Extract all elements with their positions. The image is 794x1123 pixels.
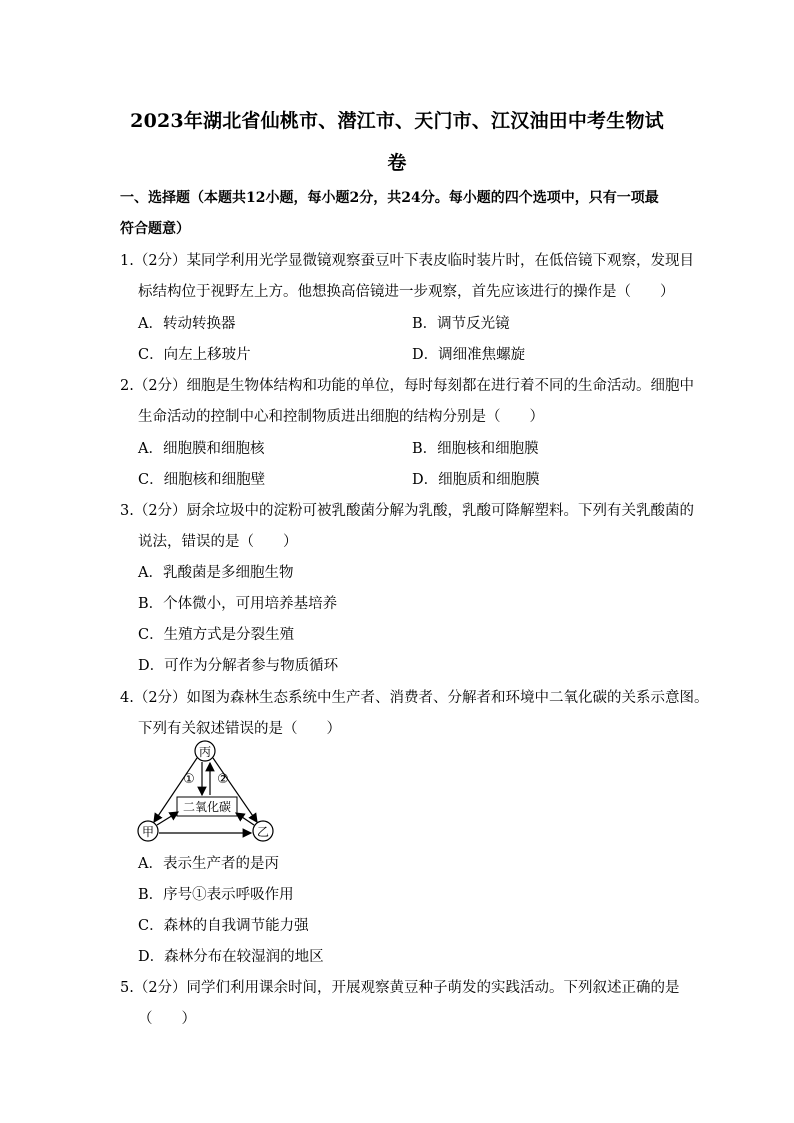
question-1-option-a: A．转动转换器 <box>138 316 236 332</box>
question-3-stem-line2: 说法，错误的是（ ） <box>138 534 298 550</box>
question-1-stem-line1: 1.（2分）某同学利用光学显微镜观察蚕豆叶下表皮临时装片时，在低倍镜下观察，发现目 <box>120 253 695 269</box>
question-2-option-a: A．细胞膜和细胞核 <box>138 441 265 457</box>
process-label-1: ① <box>183 772 195 787</box>
node-jia-label: 甲 <box>141 825 155 839</box>
exam-title-line2: 卷 <box>387 152 407 174</box>
question-3-option-b: B．个体微小，可用培养基培养 <box>138 596 338 612</box>
question-3-option-d: D．可作为分解者参与物质循环 <box>138 658 339 674</box>
node-bing-label: 丙 <box>198 745 212 759</box>
question-4-stem-line1: 4.（2分）如图为森林生态系统中生产者、消费者、分解者和环境中二氧化碳的关系示意图。 <box>120 690 709 706</box>
arrow-jia-to-co2 <box>157 812 178 825</box>
question-4-option-d: D．森林分布在较湿润的地区 <box>138 949 324 965</box>
question-1-stem-line2: 标结构位于视野左上方。他想换高倍镜进一步观察，首先应该进行的操作是（ ） <box>138 284 675 300</box>
node-yi-label: 乙 <box>256 825 270 839</box>
question-3-option-c: C．生殖方式是分裂生殖 <box>138 627 295 643</box>
question-4-option-b: B．序号①表示呼吸作用 <box>138 887 294 903</box>
question-4-stem-line2: 下列有关叙述错误的是（ ） <box>138 721 341 737</box>
question-2-stem-line2: 生命活动的控制中心和控制物质进出细胞的结构分别是（ ） <box>138 409 544 425</box>
question-2-stem-line1: 2.（2分）细胞是生物体结构和功能的单位，每时每刻都在进行着不同的生命活动。细胞中 <box>120 378 695 394</box>
question-3-stem-line1: 3.（2分）厨余垃圾中的淀粉可被乳酸菌分解为乳酸，乳酸可降解塑料。下列有关乳酸菌的 <box>120 503 695 519</box>
process-label-2: ② <box>217 772 229 787</box>
question-1-option-d: D．调细准焦螺旋 <box>412 347 526 363</box>
co2-label: 二氧化碳 <box>182 800 232 814</box>
question-1-option-c: C．向左上移玻片 <box>138 347 251 363</box>
question-5-stem-line1: 5.（2分）同学们利用课余时间，开展观察黄豆种子萌发的实践活动。下列叙述正确的是 <box>120 980 680 996</box>
question-4-option-a: A．表示生产者的是丙 <box>138 856 279 872</box>
question-2-option-d: D．细胞质和细胞膜 <box>412 472 540 488</box>
question-2-option-c: C．细胞核和细胞壁 <box>138 472 266 488</box>
exam-title-line1: 2023年湖北省仙桃市、潜江市、天门市、江汉油田中考生物试 <box>130 110 664 132</box>
question-3-option-a: A．乳酸菌是多细胞生物 <box>138 565 294 581</box>
question-2-option-b: B．细胞核和细胞膜 <box>412 441 539 457</box>
section-heading-line1: 一、选择题（本题共12小题，每小题2分，共24分。每小题的四个选项中，只有一项最 <box>120 190 659 206</box>
arrow-yi-to-co2 <box>236 813 254 825</box>
question-1-option-b: B．调节反光镜 <box>412 316 510 332</box>
carbon-cycle-diagram <box>132 738 282 846</box>
question-4-option-c: C．森林的自我调节能力强 <box>138 918 309 934</box>
section-heading-line2: 符合题意） <box>120 221 190 237</box>
question-5-stem-line2: （ ） <box>138 1011 196 1027</box>
